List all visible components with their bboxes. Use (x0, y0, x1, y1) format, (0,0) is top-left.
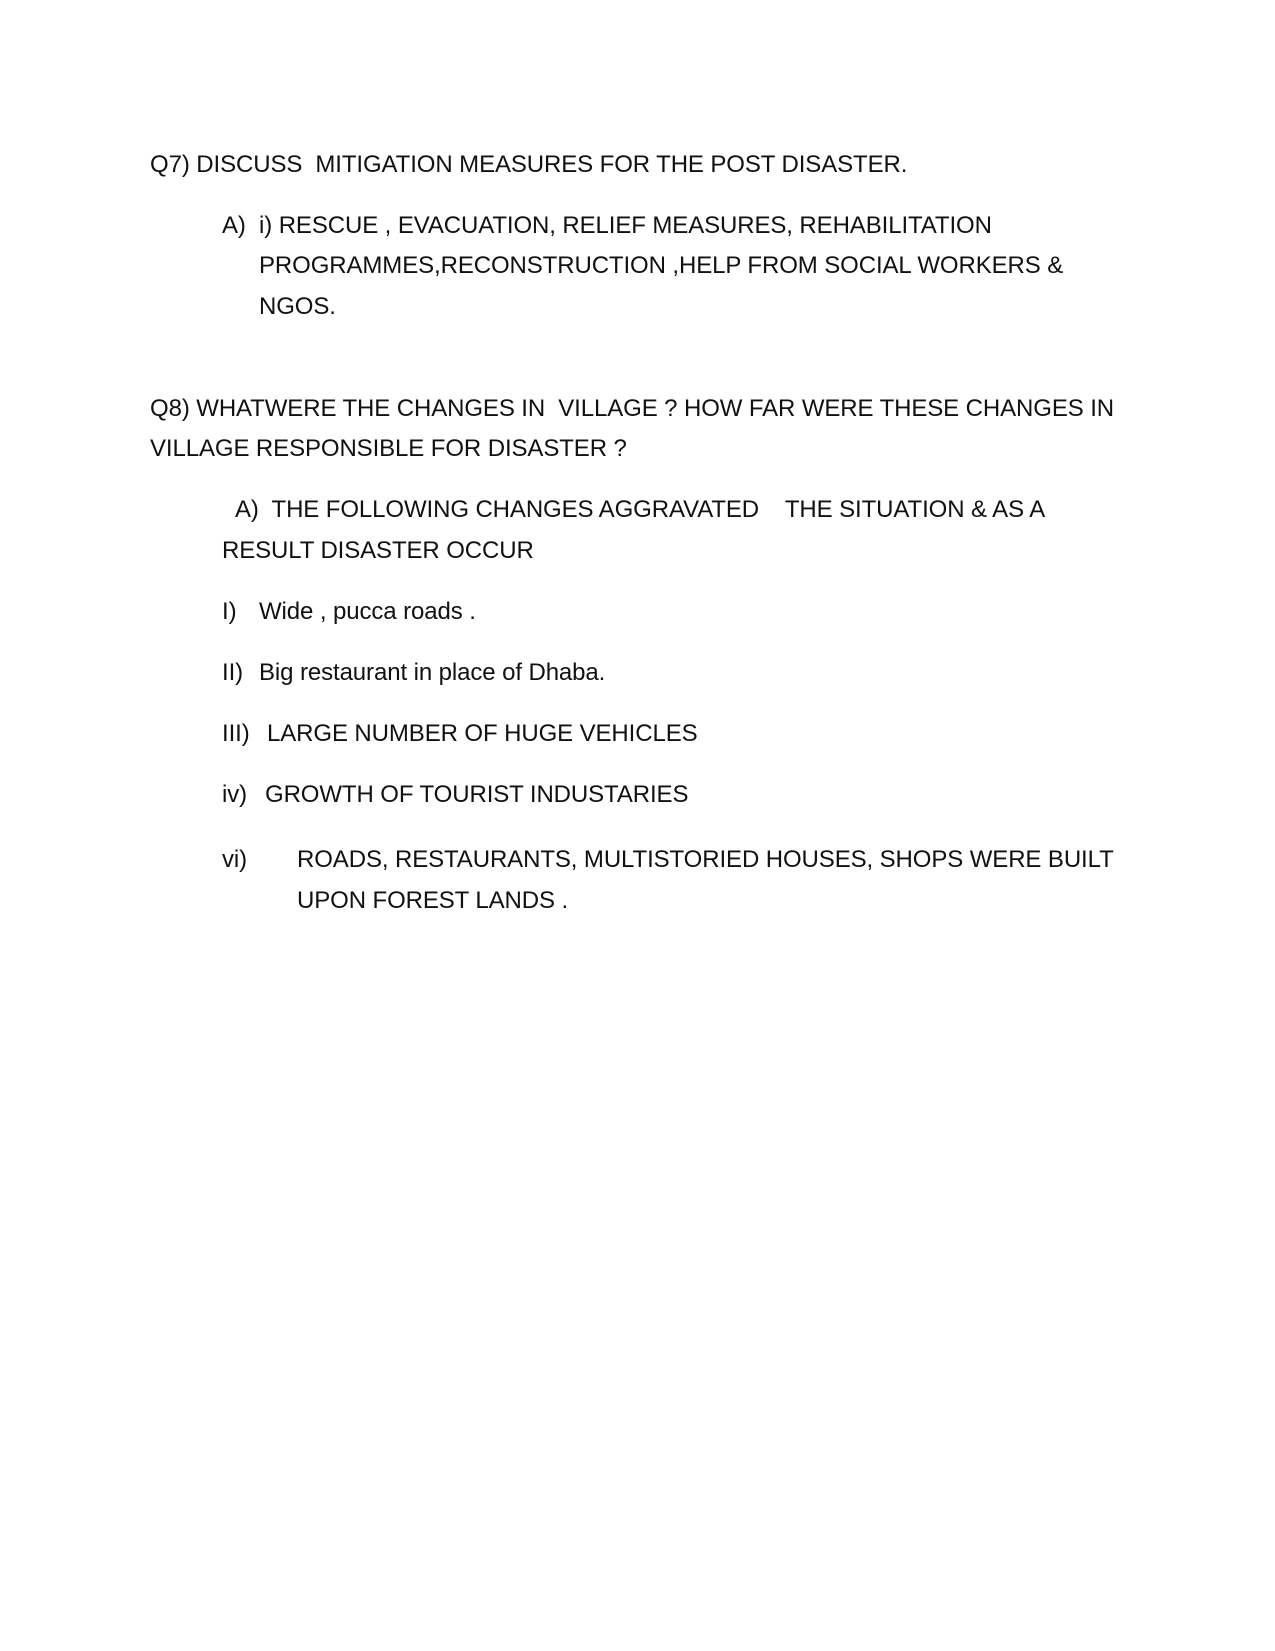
q7-question: Q7) DISCUSS MITIGATION MEASURES FOR THE POST DISASTER. (150, 151, 908, 178)
point-marker: iv) (222, 781, 248, 808)
q7-answer-line: NGOS. (259, 293, 336, 320)
q7-answer-line: i) RESCUE , EVACUATION, RELIEF MEASURES, REHABILITATION (259, 212, 992, 239)
point-text: Wide , pucca roads . (259, 598, 476, 625)
point-marker: I) (222, 598, 237, 625)
point-marker: III) (222, 720, 250, 747)
q8-question-line: VILLAGE RESPONSIBLE FOR DISASTER ? (150, 435, 627, 462)
point-text: LARGE NUMBER OF HUGE VEHICLES (267, 720, 698, 747)
point-marker: II) (222, 659, 244, 686)
q7-answer-marker: A) (222, 212, 246, 239)
q7-answer-line: PROGRAMMES,RECONSTRUCTION ,HELP FROM SOCIAL WORKERS & (259, 252, 1064, 279)
point-marker: vi) (222, 846, 248, 873)
q8-answer-intro-line: A) THE FOLLOWING CHANGES AGGRAVATED THE SITUATION & AS A (235, 496, 1046, 523)
point-text: GROWTH OF TOURIST INDUSTARIES (265, 781, 689, 808)
q8-answer-intro-line: RESULT DISASTER OCCUR (222, 537, 534, 564)
q8-question-line: Q8) WHATWERE THE CHANGES IN VILLAGE ? HOW FAR WERE THESE CHANGES IN (150, 395, 1115, 422)
point-text: Big restaurant in place of Dhaba. (259, 659, 606, 686)
point-text-line: ROADS, RESTAURANTS, MULTISTORIED HOUSES, SHOPS WERE BUILT (297, 846, 1114, 873)
point-text-line: UPON FOREST LANDS . (297, 887, 569, 914)
